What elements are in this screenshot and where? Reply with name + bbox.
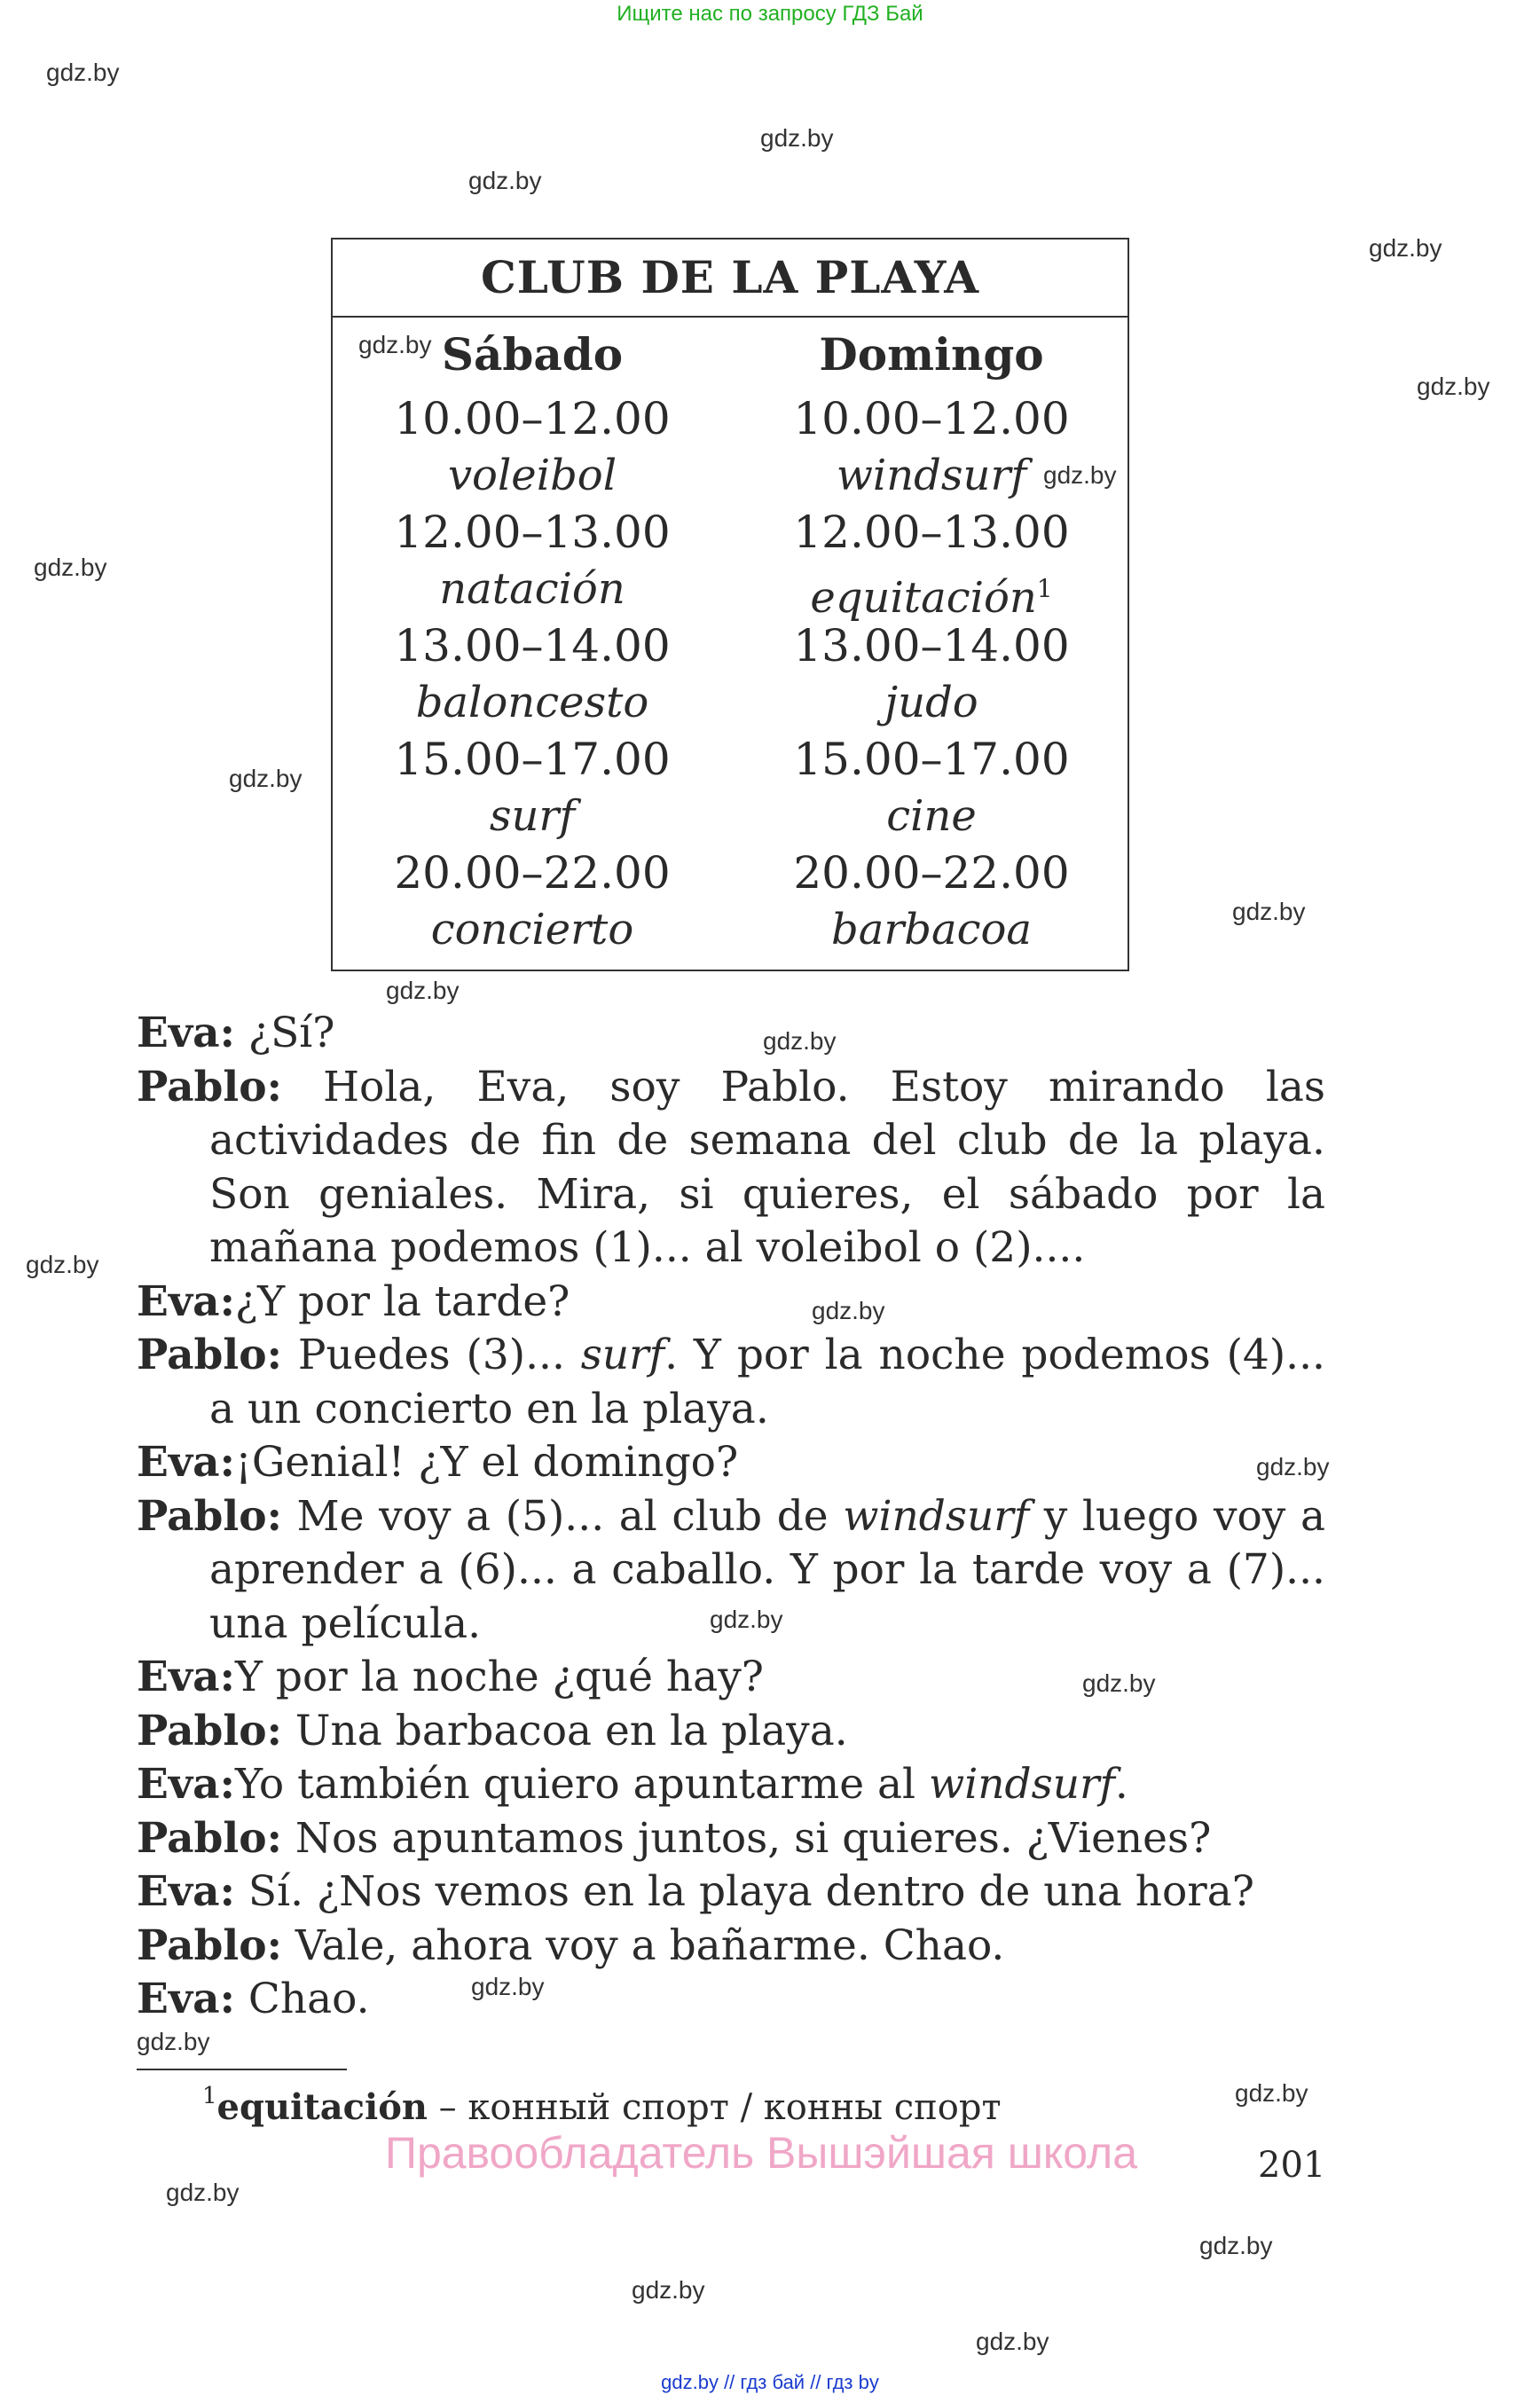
dialogue: [137, 1007, 1325, 2027]
activity-text: equitación: [810, 573, 1037, 623]
header-note: Ищите нас по запросу ГДЗ Бай: [617, 2, 923, 26]
watermark: gdz.by: [166, 2179, 240, 2206]
watermark: gdz.by: [976, 2328, 1049, 2355]
watermark: gdz.by: [632, 2276, 705, 2304]
schedule-title: CLUB DE LA PLAYA: [333, 240, 1128, 318]
dialogue-line: [137, 1812, 1325, 1866]
speaker: Eva:: [137, 1438, 235, 1487]
watermark: gdz.by: [46, 59, 120, 86]
watermark: gdz.by: [229, 765, 302, 792]
watermark: gdz.by: [34, 554, 107, 581]
footnote-mark: 1: [1036, 574, 1053, 603]
slot-time: 12.00–13.00: [793, 507, 1070, 558]
dialogue-line: [137, 1920, 1325, 1974]
speaker: Eva:: [137, 1867, 235, 1916]
speaker: Pablo:: [137, 1062, 282, 1111]
speaker: Eva:: [137, 1653, 235, 1701]
slot-activity: windsurf: [836, 451, 1027, 500]
watermark: gdz.by: [386, 977, 460, 1004]
footnote: [202, 2083, 1002, 2128]
slot-time: 15.00–17.00: [793, 734, 1070, 785]
speaker: Pablo:: [137, 1920, 282, 1970]
watermark: gdz.by: [471, 1973, 545, 2000]
watermark: gdz.by: [137, 2028, 210, 2055]
speaker: Pablo:: [137, 1813, 282, 1863]
line-text: ¡Genial! ¿Y el domingo?: [234, 1438, 739, 1487]
watermark: gdz.by: [760, 124, 834, 152]
line-text: .: [1114, 1760, 1128, 1809]
watermark: gdz.by: [1417, 373, 1490, 400]
line-text: Me voy a (5)... al club de: [281, 1491, 844, 1541]
slot-activity: barbacoa: [830, 905, 1033, 954]
dialogue-line: [137, 1061, 1325, 1276]
watermark: gdz.by: [26, 1251, 99, 1278]
day-heading: Sábado: [441, 328, 624, 381]
slot-time: 20.00–22.00: [793, 847, 1070, 899]
line-text: Y por la noche ¿qué hay?: [234, 1653, 764, 1701]
saturday-column: [333, 319, 732, 958]
slot-time: 13.00–14.00: [394, 620, 671, 671]
speaker: Eva:: [137, 1276, 235, 1326]
slot-time: 15.00–17.00: [394, 734, 671, 785]
line-text: Chao.: [234, 1975, 370, 2023]
line-text: . Y por la noche podemos (4)... a un concierto en la playa.: [209, 1331, 1325, 1433]
watermark: gdz.by: [1256, 1453, 1330, 1480]
watermark: gdz.by: [1369, 234, 1442, 262]
dialogue-line: [137, 1490, 1325, 1652]
footnote-divider: [137, 2069, 347, 2070]
dialogue-line: [137, 1651, 1325, 1705]
line-text: Una barbacoa en la playa.: [281, 1706, 848, 1755]
slot-activity: baloncesto: [415, 678, 649, 727]
slot-time: 10.00–12.00: [394, 393, 671, 444]
footnote-mark: 1: [202, 2083, 217, 2109]
bottom-links[interactable]: gdz.by // гдз бай // гдз by: [661, 2371, 879, 2393]
watermark: gdz.by: [1199, 2232, 1273, 2259]
watermark: gdz.by: [710, 1606, 783, 1633]
line-italic: windsurf: [843, 1491, 1030, 1541]
dialogue-line: [137, 1758, 1325, 1812]
page-number: 201: [1258, 2145, 1326, 2186]
schedule-table: [331, 238, 1129, 971]
speaker: Pablo:: [137, 1331, 282, 1379]
line-text: Puedes (3)...: [281, 1331, 581, 1379]
slot-activity: cine: [886, 791, 977, 841]
sunday-column: [732, 319, 1131, 958]
day-heading: Domingo: [819, 328, 1044, 381]
watermark: gdz.by: [1235, 2079, 1308, 2107]
watermark: gdz.by: [763, 1027, 837, 1055]
speaker: Pablo:: [137, 1706, 282, 1755]
line-text: y luego voy a aprender a (6)... a caballo. Y por la tarde voy a (7)... una película.: [209, 1491, 1325, 1648]
dialogue-line: [137, 1276, 1325, 1330]
watermark: gdz.by: [358, 331, 432, 358]
footnote-text: – конный спорт / конны спорт: [427, 2087, 1002, 2128]
dialogue-line: [137, 1973, 1325, 2027]
line-text: ¿Y por la tarde?: [234, 1276, 570, 1326]
slot-activity: [732, 561, 1131, 623]
rights-holder: Правообладатель Вышэйшая школа: [385, 2128, 1137, 2178]
dialogue-line: [137, 1436, 1325, 1490]
dialogue-line: [137, 1705, 1325, 1759]
watermark: gdz.by: [1232, 898, 1306, 925]
line-text: Sí. ¿Nos vemos en la playa dentro de una hora?: [234, 1867, 1254, 1916]
watermark: gdz.by: [1082, 1669, 1156, 1697]
speaker: Eva:: [137, 1009, 235, 1057]
line-text: Hola, Eva, soy Pablo. Estoy mirando las actividades de fin de semana del club de la playa. Son geniales. Mira, si quieres, el sábado por la mañana podemos (1)... al voleibol o (2)....: [209, 1062, 1325, 1272]
speaker: Eva:: [137, 1760, 235, 1809]
line-text: Yo también quiero apuntarme al: [234, 1760, 929, 1809]
dialogue-line: [137, 1329, 1325, 1436]
line-text: ¿Sí?: [234, 1009, 335, 1057]
slot-activity: judo: [884, 678, 978, 727]
footnote-term: equitación: [216, 2086, 428, 2128]
slot-activity: natación: [439, 564, 625, 614]
dialogue-line: [137, 1007, 1325, 1061]
watermark: gdz.by: [1043, 461, 1117, 489]
dialogue-line: [137, 1865, 1325, 1920]
slot-activity: surf: [489, 791, 576, 841]
slot-time: 13.00–14.00: [793, 620, 1070, 671]
watermark: gdz.by: [468, 167, 542, 194]
slot-time: 20.00–22.00: [394, 847, 671, 899]
line-italic: surf: [580, 1331, 665, 1379]
watermark: gdz.by: [812, 1297, 885, 1324]
slot-activity: concierto: [430, 905, 634, 954]
slot-time: 12.00–13.00: [394, 507, 671, 558]
speaker: Pablo:: [137, 1491, 282, 1541]
slot-activity: voleibol: [447, 451, 617, 500]
speaker: Eva:: [137, 1975, 235, 2023]
slot-time: 10.00–12.00: [793, 393, 1070, 444]
line-italic: windsurf: [928, 1760, 1115, 1809]
line-text: Vale, ahora voy a bañarme. Chao.: [281, 1920, 1005, 1970]
line-text: Nos apuntamos juntos, si quieres. ¿Vienes?: [281, 1813, 1212, 1863]
